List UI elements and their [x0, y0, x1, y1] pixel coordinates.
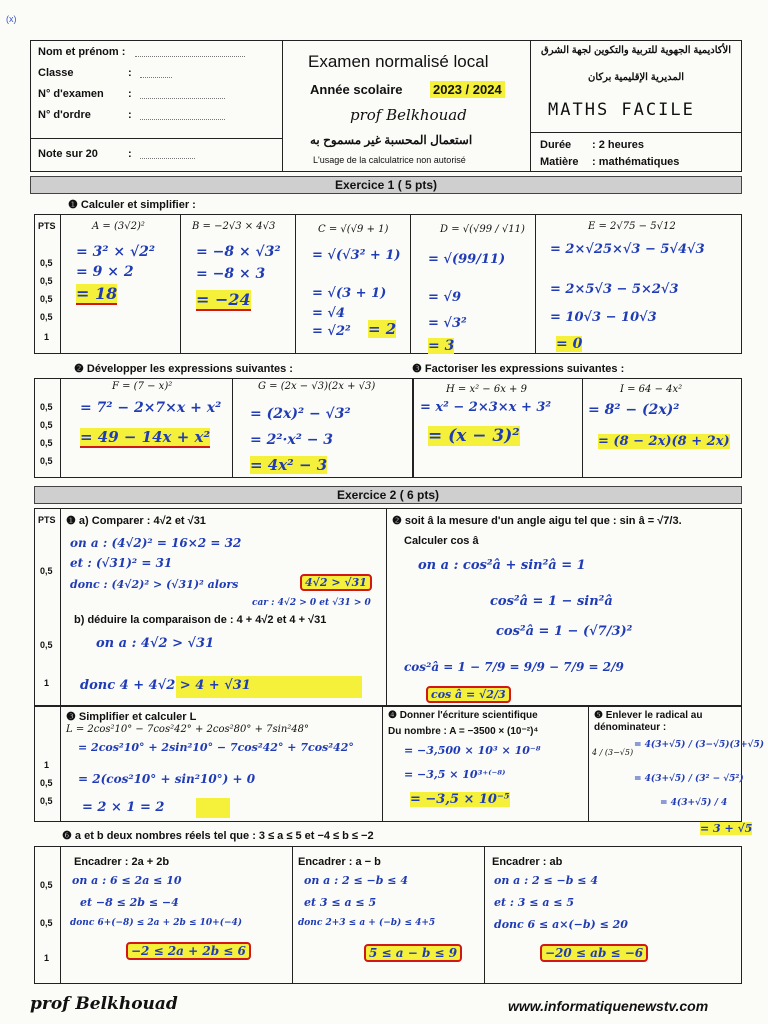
a-step-1: = 3² × √2² [76, 244, 156, 260]
q6-col2-step-1: on a : 2 ≤ −b ≤ 4 [304, 874, 408, 887]
c-step-2: = √(3 + 1) [312, 286, 387, 301]
q1a-step-2: et : (√31)² = 31 [70, 556, 173, 570]
academy-name-ar: الأكاديمية الجهوية للتربية والتكوين لجهة الشرق [540, 45, 732, 56]
q5-step-1: = 4(3+√5) / (3−√5)(3+√5) [634, 740, 764, 750]
q4-result: = −3,5 × 10⁻⁵ [410, 792, 510, 807]
d-step-3: = √3² [428, 316, 467, 331]
order-number-label: N° d'ordre [38, 109, 91, 121]
q2-step-3: cos²â = 1 − (√7/3)² [496, 624, 633, 639]
l-result: = 2 × 1 = 2 [82, 800, 165, 815]
duration-label: Durée [540, 139, 572, 151]
exercise-2-title: Exercice 2 ( 6 pts) [34, 486, 742, 504]
ex1-q2-title: ❷ Développer les expressions suivantes : [74, 363, 293, 375]
q6-col1-step-2: et −8 ≤ 2b ≤ −4 [80, 896, 179, 909]
ex2-q3-title: ❸ Simplifier et calculer L [66, 711, 197, 723]
expr-b: B = −2√3 × 4√3 [192, 221, 276, 232]
exercise-1-title: Exercice 1 ( 5 pts) [30, 176, 742, 194]
i-result: = (8 − 2x)(8 + 2x) [598, 434, 730, 449]
expr-l: L = 2cos²10° − 7cos²42° + 2cos²80° + 7sin²48° [66, 724, 309, 735]
expr-h: H = x² − 6x + 9 [446, 384, 527, 395]
q5-step-3: = 4(3+√5) / 4 [660, 798, 728, 808]
exam-page: (x) Nom et prénom : Classe : N° d'examen : N° d'ordre : Note sur 20 : Examen normalisé local Année scolaire 2023 / 2024 prof Belkhouad استعمال المحسبة غير مسموح به L'usage de la calculatrice non autorisé الأكاديمية الجهوية للتربية والتكوين لجهة الشرق المديرية الإقليمية بركان MATHS FACILE Durée : 2 heures Matière : mathématiques Exercice 1 ( 5 pts) ❶ Calculer et simplifier : PTS 0,5 0,5 0,5 0,5 1 A = (3√2)² B = −2√3 × 4√3 C = √(√9 + 1) D = √(√99 / √11) E = 2√75 − 5√12 = 3² × √2² = 9 × 2 = 18 = −8 × √3² = −8 × 3 = −24 = √(√3² + 1) = √(3 + 1) = √4 = √2² = 2 = √(99/11) = √9 = √3² = 3 = 2×√25×√3 − 5√4√3 = 2×5√3 − 5×2√3 = 10√3 − 10√3 = 0 ❷ Développer les expressions suivantes : ❸ Factoriser les expressions suivantes : 0,5 0,5 0,5 0,5 F = (7 − x)² = 7² − 2×7×x + x² = 49 − 14x + x² G = (2x − √3)(2x + √3) = (2x)² − √3² = 2²·x² − 3 = 4x² − 3 H = x² − 6x + 9 = x² − 2×3×x + 3² = (x − 3)² I = 64 − 4x² = 8² − (2x)² = (8 − 2x)(8 + 2x) Exercice 2 ( 6 pts) PTS 0,5 0,5 1 ❶ a) Comparer : 4√2 et √31 on a : (4√2)² = 16×2 = 32 et : (√31)² = 31 donc : (4√2)² > (√31)² alors 4√2 > √31 car : 4√2 > 0 et √31 > 0 b) déduire la comparaison de : 4 + 4√2 et 4 + √31 on a : 4√2 > √31 donc 4 + 4√2 > 4 + √31 ❷ soit â la mesure d'un angle aigu tel que : sin â = √7/3. Calculer cos â on a : cos²â + sin²â = 1 cos²â = 1 − sin²â cos²â = 1 − (√7/3)² cos²â = 1 − 7/9 = 9/9 − 7/9 = 2/9 cos â = √2/3 1 0,5 0,5 ❸ Simplifier et calculer L L = 2cos²10° − 7cos²42° + 2cos²80° + 7sin²48° = 2cos²10° + 2sin²10° − 7cos²42° + 7cos²42° = 2(cos²10° + sin²10°) + 0 = 2 × 1 = 2 ❹ Donner l'écriture scientifique Du nombre : A = −3500 × (10⁻²)⁴ = −3,500 × 10³ × 10⁻⁸ = −3,5 × 10³⁺⁽⁻⁸⁾ = −3,5 × 10⁻⁵ ❺ Enlever le radical au dénominateur : 4 / (3−√5) = 4(3+√5) / (3−√5)(3+√5) = 4(3+√5) / (3² − √5²) = 4(3+√5) / 4 = 3 + √5 ❻ a et b deux nombres réels tel que : 3 ≤ a ≤ 5 et −4 ≤ b ≤ −2 0,5 0,5 1 Encadrer : 2a + 2b on a : 6 ≤ 2a ≤ 10 et −8 ≤ 2b ≤ −4 donc 6+(−8) ≤ 2a + 2b ≤ 10+(−4) −2 ≤ 2a + 2b ≤ 6 Encadrer : a − b on a : 2 ≤ −b ≤ 4 et 3 ≤ a ≤ 5 donc 2+3 ≤ a + (−b) ≤ 4+5 5 ≤ a − b ≤ 9 Encadrer : ab on a : 2 ≤ −b ≤ 4 et : 3 ≤ a ≤ 5 donc 6 ≤ a×(−b) ≤ 20 −20 ≤ ab ≤ −6 prof Belkhouad www.informatiquenewstv.com [6, 14, 764, 1014]
author-signature: prof Belkhouad [350, 106, 467, 124]
ex2-q6-title: ❻ a et b deux nombres réels tel que : 3 ≤ a ≤ 5 et −4 ≤ b ≤ −2 [62, 830, 374, 842]
g-step-2: = 2²·x² − 3 [250, 432, 334, 448]
exam-number-label: N° d'examen [38, 88, 104, 100]
q6-col3-result: −20 ≤ ab ≤ −6 [540, 944, 648, 962]
q4-step-1: = −3,500 × 10³ × 10⁻⁸ [404, 744, 541, 757]
b-result: = −24 [196, 290, 251, 309]
maths-facile-handwritten: MATHS FACILE [548, 100, 695, 120]
g-step-1: = (2x)² − √3² [250, 406, 351, 422]
q6-col1-step-1: on a : 6 ≤ 2a ≤ 10 [72, 874, 182, 887]
ex2-q5-title: ❺ Enlever le radical au dénominateur : [594, 710, 703, 733]
q6-col1-result: −2 ≤ 2a + 2b ≤ 6 [126, 942, 251, 960]
e-result: = 0 [556, 336, 583, 352]
calculator-rule-fr: L'usage de la calculatrice non autorisé [313, 155, 466, 165]
subject-value: : mathématiques [592, 156, 680, 168]
c-result: = 2 [368, 320, 397, 338]
school-year-value: 2023 / 2024 [430, 81, 505, 98]
q6-col1-step-3: donc 6+(−8) ≤ 2a + 2b ≤ 10+(−4) [70, 918, 243, 928]
calculator-rule-ar: استعمال المحسبة غير مسموح به [310, 133, 473, 147]
expr-f: F = (7 − x)² [112, 381, 173, 392]
score-label: Note sur 20 [38, 148, 98, 160]
b-step-1: = −8 × √3² [196, 244, 281, 260]
q4-step-2: = −3,5 × 10³⁺⁽⁻⁸⁾ [404, 768, 506, 781]
ex2-q4-title: ❹ Donner l'écriture scientifique [388, 710, 538, 721]
e-step-3: = 10√3 − 10√3 [550, 310, 657, 325]
q6-col2-step-2: et 3 ≤ a ≤ 5 [304, 896, 377, 909]
subject-label: Matière [540, 156, 579, 168]
q6-col2-step-3: donc 2+3 ≤ a + (−b) ≤ 4+5 [298, 918, 436, 928]
name-label: Nom et prénom : [38, 46, 126, 58]
c-step-4: = √2² [312, 324, 351, 339]
ex1-q1-title: ❶ Calculer et simplifier : [68, 199, 196, 211]
directorate-ar: المديرية الإقليمية بركان [587, 72, 685, 83]
q5-fraction: 4 / (3−√5) [592, 748, 634, 757]
a-result: = 18 [76, 284, 118, 303]
h-result: = (x − 3)² [428, 426, 520, 446]
footer-author: prof Belkhouad [30, 994, 178, 1014]
ex2-q2-sub: Calculer cos â [404, 535, 479, 547]
q5-result: = 3 + √5 [700, 822, 753, 835]
q6-col3-step-3: donc 6 ≤ a×(−b) ≤ 20 [494, 918, 628, 931]
ex2-q1b-title: b) déduire la comparaison de : 4 + 4√2 et 4 + √31 [74, 614, 327, 626]
duration-value: : 2 heures [592, 139, 644, 151]
f-step-1: = 7² − 2×7×x + x² [80, 400, 222, 416]
q6-col1-head: Encadrer : 2a + 2b [74, 856, 170, 868]
f-result: = 49 − 14x + x² [80, 428, 211, 446]
exam-title: Examen normalisé local [308, 52, 489, 71]
ex2-q4-sub: Du nombre : A = −3500 × (10⁻²)⁴ [388, 726, 539, 737]
q5-step-2: = 4(3+√5) / (3² − √5²) [634, 774, 744, 784]
i-step-1: = 8² − (2x)² [588, 402, 680, 418]
q1a-step-3: donc : (4√2)² > (√31)² alors [70, 578, 239, 591]
h-step-1: = x² − 2×3×x + 3² [420, 400, 552, 415]
e-step-2: = 2×5√3 − 5×2√3 [550, 282, 679, 297]
footer-website[interactable]: www.informatiquenewstv.com [508, 998, 709, 1014]
l-step-2: = 2(cos²10° + sin²10°) + 0 [78, 772, 256, 786]
l-step-1: = 2cos²10° + 2sin²10° − 7cos²42° + 7cos²42° [78, 741, 354, 754]
expr-g: G = (2x − √3)(2x + √3) [258, 381, 376, 392]
b-step-2: = −8 × 3 [196, 266, 266, 282]
expr-c: C = √(√9 + 1) [318, 224, 389, 235]
ex2-q2-title: ❷ soit â la mesure d'un angle aigu tel que : sin â = √7/3. [392, 515, 682, 527]
q1b-step-1: on a : 4√2 > √31 [96, 636, 215, 651]
c-step-3: = √4 [312, 306, 346, 321]
q1b-result: donc 4 + 4√2 > 4 + √31 [80, 678, 251, 693]
ex2-q1a-title: ❶ a) Comparer : 4√2 et √31 [66, 515, 206, 527]
q2-step-4: cos²â = 1 − 7/9 = 9/9 − 7/9 = 2/9 [404, 660, 624, 674]
class-label: Classe [38, 67, 74, 79]
q6-col3-step-2: et : 3 ≤ a ≤ 5 [494, 896, 574, 909]
corner-mark: (x) [6, 14, 17, 24]
a-step-2: = 9 × 2 [76, 264, 134, 280]
q1a-result: 4√2 > √31 [300, 574, 372, 591]
q6-col3-head: Encadrer : ab [492, 856, 563, 868]
q2-result: cos â = √2/3 [426, 686, 511, 703]
q2-step-2: cos²â = 1 − sin²â [490, 594, 613, 609]
g-result: = 4x² − 3 [250, 456, 328, 474]
school-year-label: Année scolaire [310, 82, 403, 97]
d-step-2: = √9 [428, 290, 462, 305]
expr-i: I = 64 − 4x² [620, 384, 683, 395]
expr-a: A = (3√2)² [92, 221, 145, 232]
d-result: = 3 [428, 338, 455, 354]
e-step-1: = 2×√25×√3 − 5√4√3 [550, 242, 705, 257]
expr-d: D = √(√99 / √11) [440, 224, 525, 235]
q2-step-1: on a : cos²â + sin²â = 1 [418, 558, 586, 573]
q6-col2-head: Encadrer : a − b [298, 856, 381, 868]
ex1-q3-title: ❸ Factoriser les expressions suivantes : [412, 363, 625, 375]
q1a-step-1: on a : (4√2)² = 16×2 = 32 [70, 536, 242, 550]
q6-col2-result: 5 ≤ a − b ≤ 9 [364, 944, 462, 962]
d-step-1: = √(99/11) [428, 252, 506, 267]
q1a-justification: car : 4√2 > 0 et √31 > 0 [252, 598, 371, 608]
q6-col3-step-1: on a : 2 ≤ −b ≤ 4 [494, 874, 598, 887]
expr-e: E = 2√75 − 5√12 [588, 221, 676, 232]
c-step-1: = √(√3² + 1) [312, 248, 401, 263]
